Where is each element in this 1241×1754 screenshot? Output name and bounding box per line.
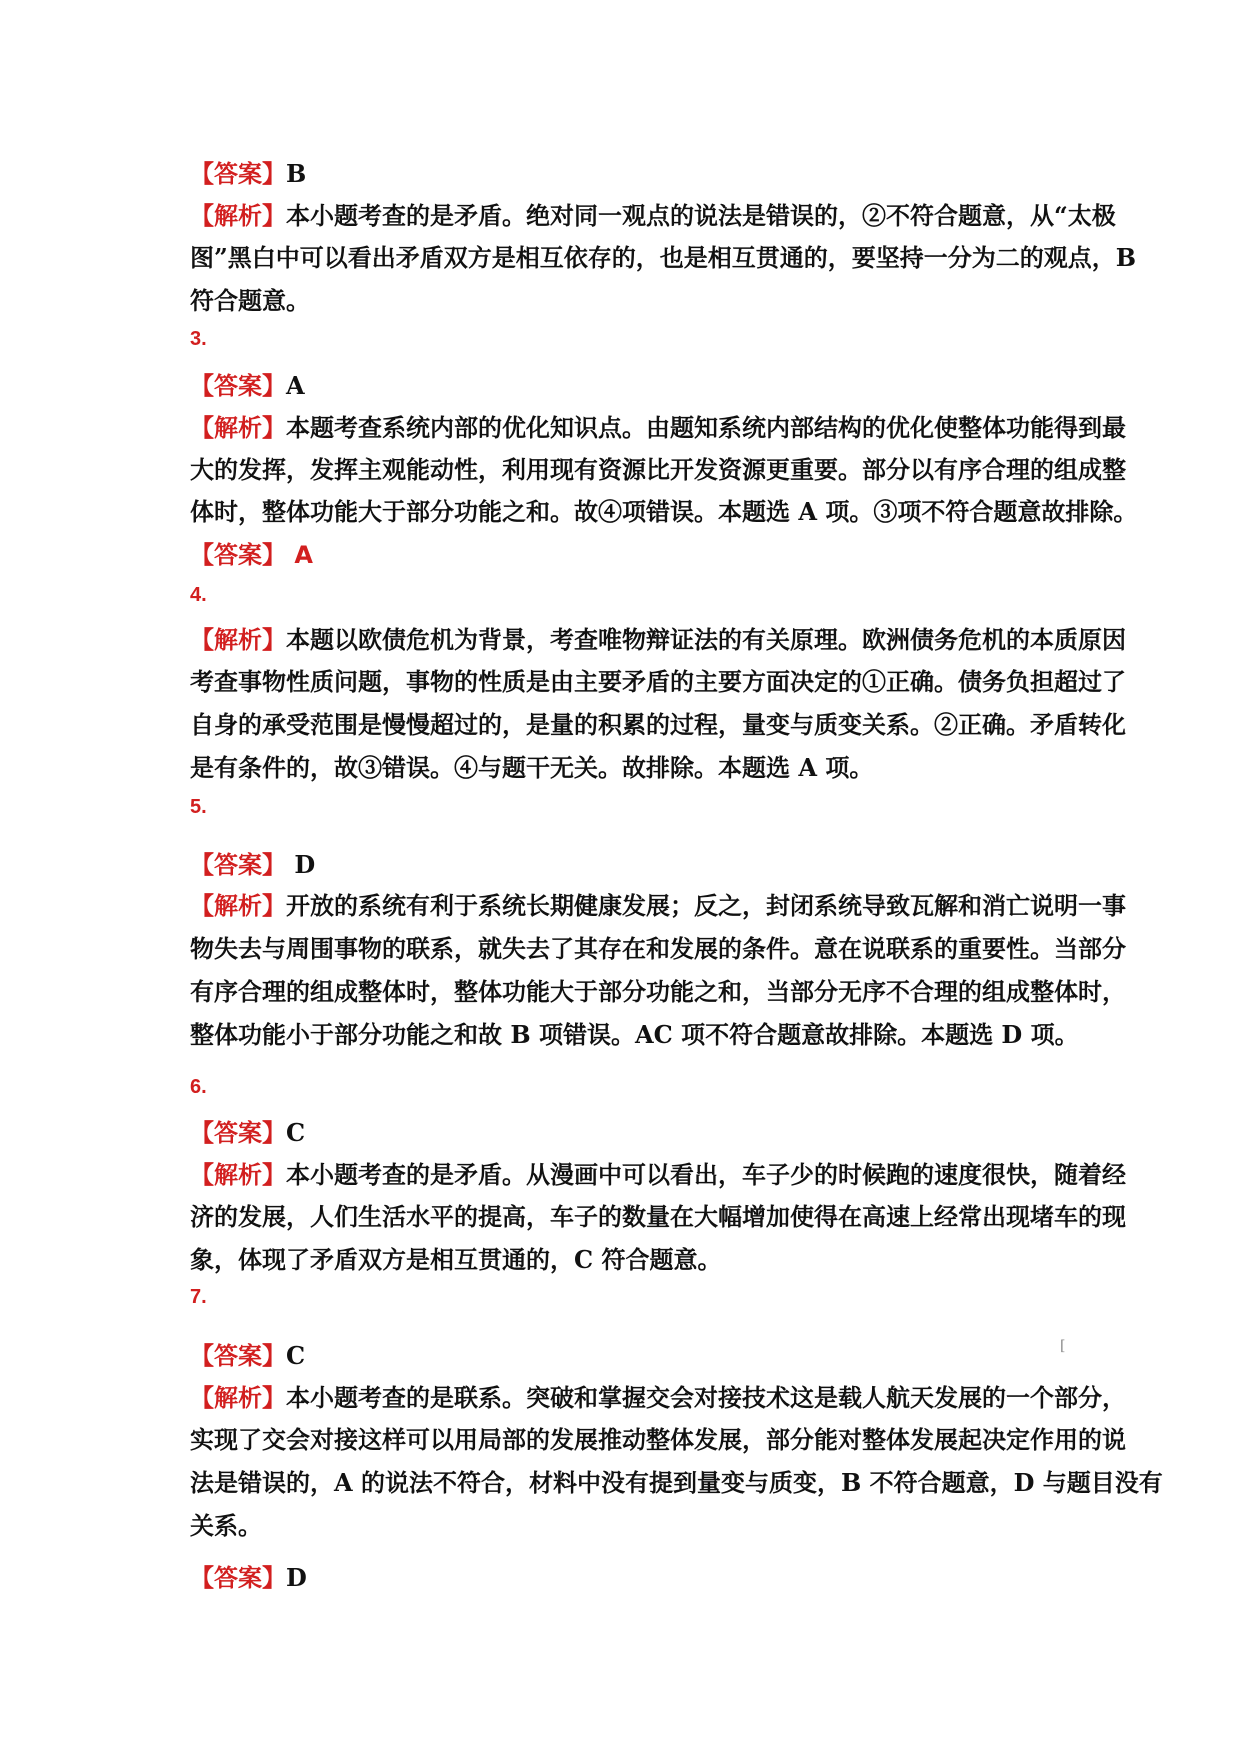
analysis-line: 【解析】本题以欧债危机为背景，考查唯物辩证法的有关原理。欧洲债务危机的本质原因: [190, 625, 1126, 654]
text-line: 象，体现了矛盾双方是相互贯通的，C 符合题意。: [190, 1245, 722, 1274]
answer-line: 【答案】C: [190, 1118, 306, 1147]
analysis-line: 【解析】本题考查系统内部的优化知识点。由题知系统内部结构的优化使整体功能得到最: [190, 413, 1126, 442]
text-line: 法是错误的，A 的说法不符合，材料中没有提到量变与质变，B 不符合题意，D 与题目没有: [190, 1468, 1163, 1497]
analysis-line: 【解析】本小题考查的是联系。突破和掌握交会对接技术这是载人航天发展的一个部分，: [190, 1383, 1126, 1412]
text-line: 有序合理的组成整体时，整体功能大于部分功能之和，当部分无序不合理的组成整体时，: [190, 977, 1126, 1006]
answer-line: 【答案】B: [190, 159, 307, 188]
answer-line: 【答案】C: [190, 1341, 306, 1370]
text-line: 关系。: [190, 1511, 262, 1540]
analysis-line: 【解析】本小题考查的是矛盾。从漫画中可以看出，车子少的时候跑的速度很快，随着经: [190, 1160, 1126, 1189]
answer-line: 【答案】D: [190, 1563, 307, 1592]
text-line: 符合题意。: [190, 286, 310, 315]
text-line: 济的发展，人们生活水平的提高，车子的数量在大幅增加使得在高速上经常出现堵车的现: [190, 1202, 1126, 1231]
question-number: 3.: [190, 328, 207, 350]
answer-line: 【答案】A: [190, 371, 305, 400]
question-number: 7.: [190, 1286, 207, 1308]
text-line: 整体功能小于部分功能之和故 B 项错误。AC 项不符合题意故排除。本题选 D 项。: [190, 1020, 1079, 1049]
analysis-line: 【解析】开放的系统有利于系统长期健康发展；反之，封闭系统导致瓦解和消亡说明一事: [190, 891, 1126, 920]
text-line: 自身的承受范围是慢慢超过的，是量的积累的过程，量变与质变关系。②正确。矛盾转化: [190, 710, 1126, 739]
text-line: 考查事物性质问题，事物的性质是由主要矛盾的主要方面决定的①正确。债务负担超过了: [190, 667, 1126, 696]
analysis-line: 【解析】本小题考查的是矛盾。绝对同一观点的说法是错误的，②不符合题意，从“太极: [190, 201, 1116, 230]
question-number: 4.: [190, 584, 207, 606]
text-line: 图”黑白中可以看出矛盾双方是相互依存的，也是相互贯通的，要坚持一分为二的观点，B: [190, 243, 1137, 272]
text-line: 体时，整体功能大于部分功能之和。故④项错误。本题选 A 项。③项不符合题意故排除。: [190, 497, 1138, 526]
text-line: 实现了交会对接这样可以用局部的发展推动整体发展，部分能对整体发展起决定作用的说: [190, 1425, 1126, 1454]
answer-line: 【答案】 D: [190, 850, 316, 879]
question-number: 5.: [190, 796, 207, 818]
answer-line: 【答案】 A: [190, 541, 313, 569]
text-line: 大的发挥，发挥主观能动性，利用现有资源比开发资源更重要。部分以有序合理的组成整: [190, 455, 1126, 484]
question-number: 6.: [190, 1076, 207, 1098]
text-line: 是有条件的，故③错误。④与题干无关。故排除。本题选 A 项。: [190, 753, 874, 782]
stray-bracket-mark: [: [1060, 1338, 1066, 1354]
text-line: 物失去与周围事物的联系，就失去了其存在和发展的条件。意在说联系的重要性。当部分: [190, 934, 1126, 963]
